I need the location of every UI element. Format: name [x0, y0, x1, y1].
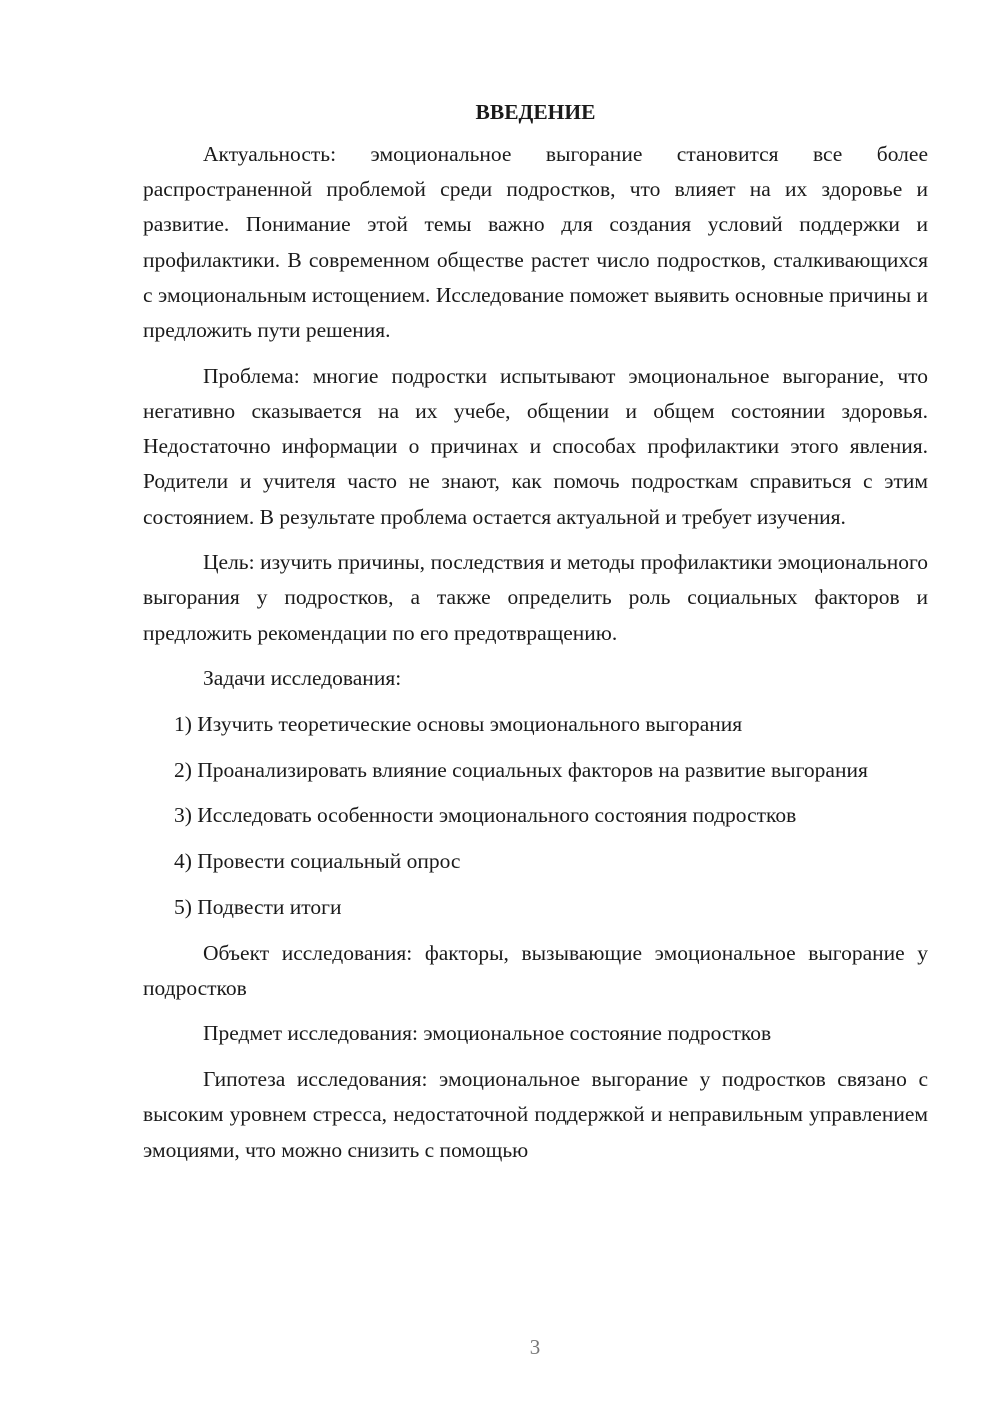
paragraph-relevance: Актуальность: эмоциональное выгорание становится все более распространенной проблемой среди подростков, что влияет на их здоровье и развитие. Понимание этой темы важно для создания условий поддержки и профилактики. В современном обществе растет число подростков, сталкивающихся с эмоциональным истощением. Исследование поможет выявить основные причины и предложить пути решения. [143, 142, 928, 343]
task-item-2: 2) Проанализировать влияние социальных факторов на развитие выгорания [174, 757, 868, 782]
task-item-5: 5) Подвести итоги [174, 894, 342, 919]
section-title: ВВЕДЕНИЕ [475, 100, 596, 124]
paragraph-hypothesis: Гипотеза исследования: эмоциональное выгорание у подростков связано с высоким уровнем стресса, недостаточной поддержкой и неправильным управлением эмоциями, что можно снизить с помощью [143, 1067, 928, 1162]
paragraph-subject: Предмет исследования: эмоциональное состояние подростков [203, 1021, 772, 1046]
task-item-3: 3) Исследовать особенности эмоционального состояния подростков [174, 803, 797, 828]
task-item-4: 4) Провести социальный опрос [174, 849, 461, 874]
paragraph-object: Объект исследования: факторы, вызывающие эмоциональное выгорание у подростков [143, 940, 928, 1000]
page-number: 3 [529, 1335, 541, 1359]
task-item-1: 1) Изучить теоретические основы эмоционального выгорания [174, 712, 743, 737]
paragraph-goal: Цель: изучить причины, последствия и методы профилактики эмоционального выгорания у подростков, а также определить роль социальных факторов и предложить рекомендации по его предотвращению. [143, 550, 928, 645]
page-content [143, 97, 928, 1178]
paragraph-tasks-heading: Задачи исследования: [203, 666, 402, 691]
paragraph-problem: Проблема: многие подростки испытывают эмоциональное выгорание, что негативно сказывается на их учебе, общении и общем состоянии здоровья. Недостаточно информации о причинах и способах профилактики этого явления. Родители и учителя часто не знают, как помочь подросткам справиться с этим состоянием. В результате проблема остается актуальной и требует изучения. [143, 363, 928, 529]
